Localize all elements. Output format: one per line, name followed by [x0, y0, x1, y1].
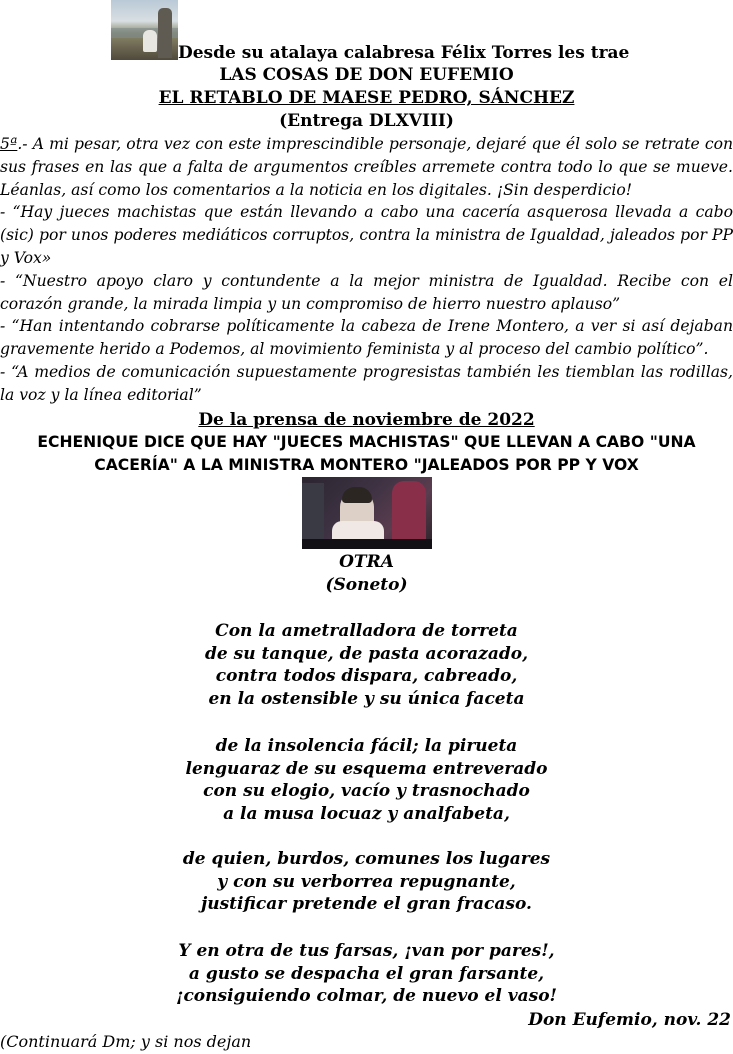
quote-paragraph: - “Han intentando cobrarse políticamente la cabeza de Irene Montero, a ver si así dejaban gravemente herido a Podemos, al movimiento feminista y al proceso del cambio político”.	[0, 317, 733, 359]
intro-line: Desde su atalaya calabresa Félix Torres les trae	[178, 43, 630, 63]
paragraph-text: .- A mi pesar, otra vez con este imprescindible personaje, dejaré que él solo se retrate con sus frases en las que a falta de argumentos creíbles arremete contra todo lo que se mueve. Léanlas, así como los comentarios a la noticia en los digitales. ¡Sin desperdicio!	[0, 135, 733, 199]
photo-rock	[158, 8, 172, 58]
series-title: LAS COSAS DE DON EUFEMIO	[219, 65, 514, 85]
poem-verse: con su elogio, vacío y trasnochado	[203, 781, 530, 802]
poem-verse: Con la ametralladora de torreta	[215, 621, 518, 641]
signature: Don Eufemio, nov. 22	[528, 1010, 731, 1030]
article-body	[0, 133, 733, 407]
news-photo	[302, 477, 432, 549]
poem-verse: lenguaraz de su esquema entreverado	[185, 758, 548, 779]
poem-verse: de quien, burdos, comunes los lugares	[182, 849, 551, 869]
poem-verse: de su tanque, de pasta acorazado,	[205, 643, 528, 664]
photo-desk	[302, 539, 432, 549]
headline-line: CACERÍA" A LA MINISTRA MONTERO "JALEADOS POR PP Y VOX	[94, 456, 639, 474]
news-headline	[0, 431, 733, 477]
press-title: De la prensa de noviembre de 2022	[198, 410, 535, 430]
poem-verse: a gusto se despacha el gran farsante,	[188, 963, 545, 984]
poem-verse: en la ostensible y su única faceta	[208, 689, 525, 710]
poem-subtitle: (Soneto)	[325, 575, 408, 595]
poem-verse: Y en otra de tus farsas, ¡van por pares!,	[178, 941, 555, 961]
poem-verse: justificar pretende el gran fracaso.	[201, 894, 532, 915]
quote-paragraph: - “Nuestro apoyo claro y contundente a la mejor ministra de Igualdad. Recibe con el corazón grande, la mirada limpia y un compromiso de hierro nuestro aplauso”	[0, 271, 733, 313]
author-photo	[111, 0, 178, 60]
poem-stanza	[0, 940, 733, 1008]
poem-stanza	[0, 620, 733, 711]
continuation-note: (Continuará Dm; y si nos dejan	[0, 1032, 252, 1051]
poem-verse: a la musa locuaz y analfabeta,	[223, 804, 510, 825]
body-paragraph	[0, 133, 733, 201]
article-title: EL RETABLO DE MAESE PEDRO, SÁNCHEZ	[158, 88, 575, 108]
headline-line: ECHENIQUE DICE QUE HAY "JUECES MACHISTAS" QUE LLEVAN A CABO "UNA	[37, 433, 696, 451]
poem-title: OTRA	[339, 552, 394, 572]
poem-verse: de la insolencia fácil; la pirueta	[215, 736, 518, 756]
poem-stanza	[0, 848, 733, 916]
poem-verse: ¡consiguiendo colmar, de nuevo el vaso!	[175, 986, 558, 1007]
photo-hair	[342, 487, 372, 503]
poem-stanza	[0, 735, 733, 826]
poem-verse: y con su verborrea repugnante,	[217, 871, 516, 892]
poem-verse: contra todos dispara, cabreado,	[215, 666, 518, 687]
quote-paragraph: - “Hay jueces machistas que están llevando a cabo una cacería asquerosa llevada a cabo (sic) por unos poderes mediáticos corruptos, contra la ministra de Igualdad, jaleados por PP y Vox»	[0, 203, 733, 267]
paragraph-number: 5ª	[0, 135, 18, 153]
quote-paragraph: - “A medios de comunicación supuestamente progresistas también les tiemblan las rodillas, la voz y la línea editorial”	[0, 362, 733, 404]
photo-person	[143, 30, 157, 52]
installment-label: (Entrega DLXVIII)	[279, 111, 454, 131]
